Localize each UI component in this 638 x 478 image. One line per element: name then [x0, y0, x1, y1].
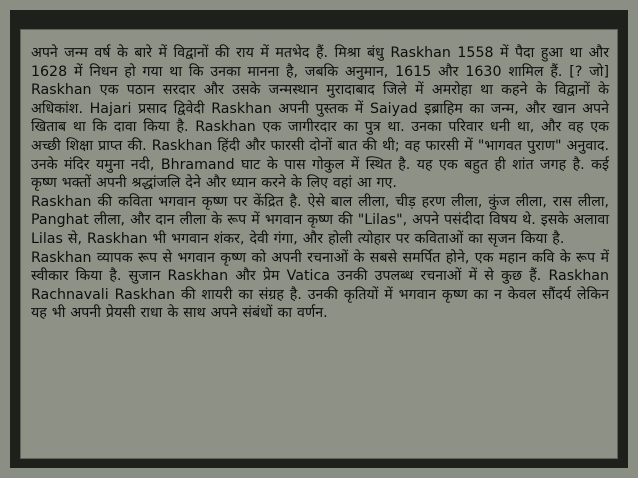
slide-frame — [10, 10, 628, 468]
paragraph-works: Raskhan व्यापक रूप से भगवान कृष्ण को अपनी रचनाओं के सबसे समर्पित होने, एक महान कवि के रूप में स्वीकार किया है. सुजान Raskhan और प्रेम Vatica उनकी उपलब्ध रचनाओं में से कुछ हैं. Raskhan Rachnavali Raskhan की शायरी का संग्रह है. उनकी कृतियों में भगवान कृष्ण का न केवल सौंदर्य लेकिन यह भी अपनी प्रेयसी राधा के साथ अपने संबंधों का वर्णन. — [31, 249, 609, 322]
text-panel — [20, 29, 618, 459]
paragraph-birth-and-life: अपने जन्म वर्ष के बारे में विद्वानों की राय में मतभेद हैं. मिश्रा बंधु Raskhan 1558 में पैदा हुआ था और 1628 में निधन हो गया था कि उनका मानना है, जबकि अनुमान, 1615 और 1630 शामिल हैं. [? जो] Raskhan एक पठान सरदार और उसके जन्मस्थान मुरादाबाद जिले में अमरोहा था कहने के विद्वानों के अधिकांश. Hajari प्रसाद द्विवेदी Raskhan अपनी पुस्तक में Saiyad इब्राहिम का जन्म, और खान अपने खिताब था कि दावा किया है. Raskhan एक जागीरदार का पुत्र था. उनका परिवार धनी था, और वह एक अच्छी शिक्षा प्राप्त की. Raskhan हिंदी और फारसी दोनों बात की थी; वह फारसी में "भागवत पुराण" अनुवाद. उनके मंदिर यमुना नदी, Bhramand घाट के पास गोकुल में स्थित है. यह एक बहुत ही शांत जगह है. कई कृष्ण भक्तों अपनी श्रद्धांजलि देने और ध्यान करने के लिए वहां आ गए. — [31, 45, 609, 192]
paragraph-poetry-themes: Raskhan की कविता भगवान कृष्ण पर केंद्रित है. ऐसे बाल लीला, चीड़ हरण लीला, कुंज लीला, रास लीला, Panghat लीला, और दान लीला के रूप में भगवान कृष्ण की "Lilas", अपने पसंदीदा विषय थे. इसके अलावा Lilas से, Raskhan भी भगवान शंकर, देवी गंगा, और होली त्योहार पर कविताओं का सृजन किया है. — [31, 193, 609, 247]
